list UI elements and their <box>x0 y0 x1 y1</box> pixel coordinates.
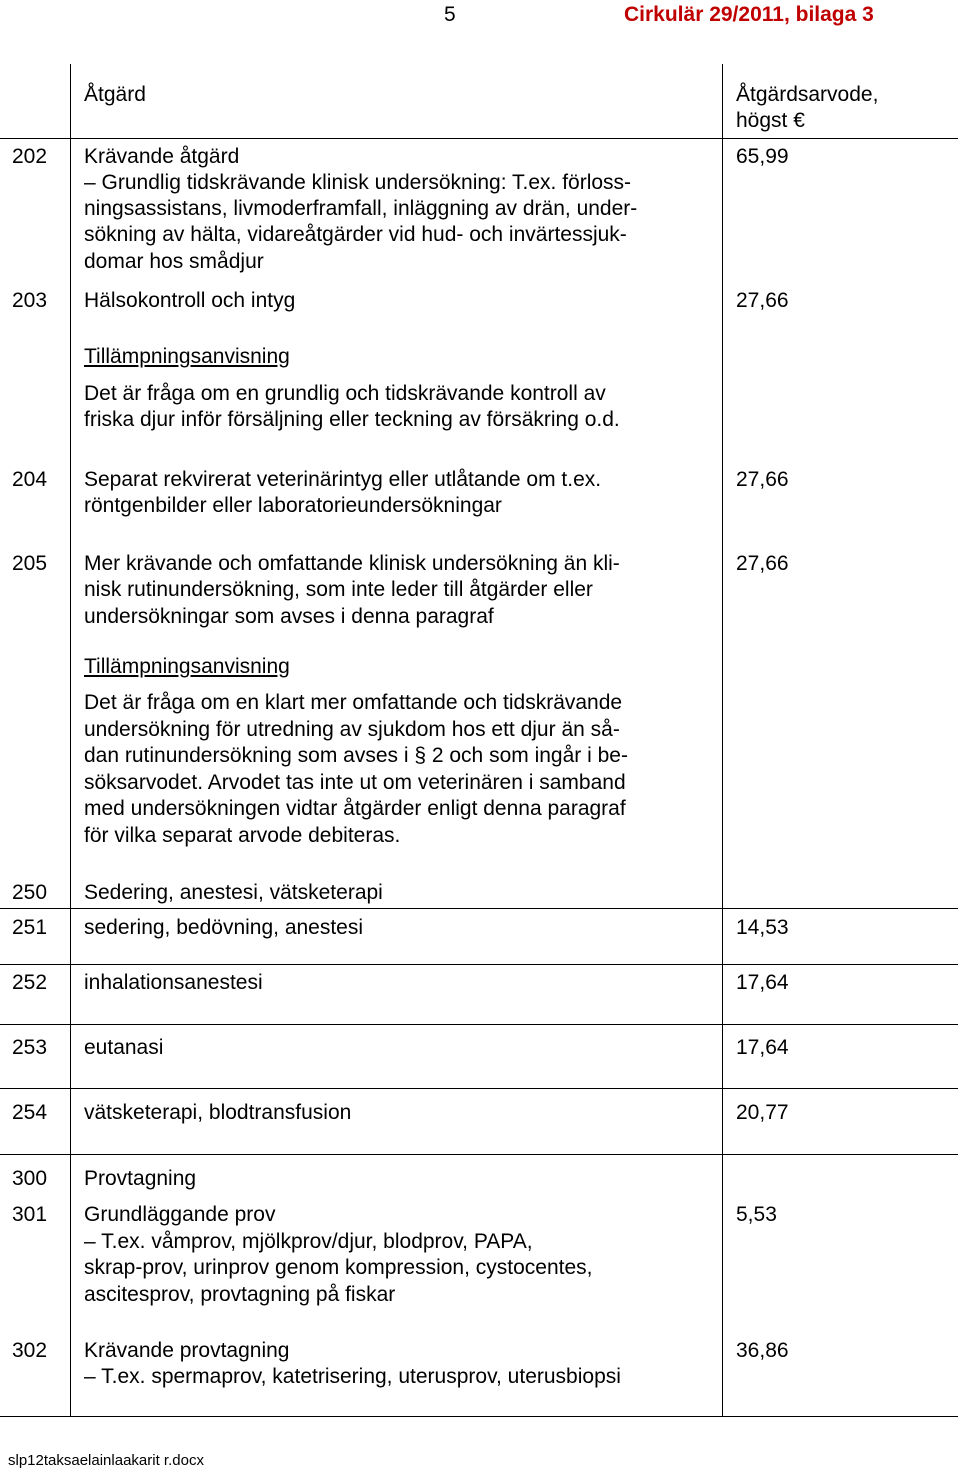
row-text: Hälsokontroll och intyg <box>84 289 296 312</box>
application-note-text: Det är fråga om en grundlig och tidskrävande kontroll av <box>84 382 606 405</box>
application-note-text: friska djur inför försäljning eller teckning av försäkring o.d. <box>84 408 620 431</box>
row-text: nisk rutinundersökning, som inte leder till åtgärder eller <box>84 578 593 601</box>
row-code: 203 <box>12 289 48 312</box>
application-note-text: för vilka separat arvode debiteras. <box>84 824 401 847</box>
column-header-fee-line2: högst € <box>736 109 805 132</box>
row-code: 302 <box>12 1339 48 1362</box>
row-code: 252 <box>12 971 48 994</box>
row-fee: 36,86 <box>736 1339 789 1362</box>
row-fee: 5,53 <box>736 1203 777 1226</box>
row-text: Separat rekvirerat veterinärintyg eller utlåtande om t.ex. <box>84 468 602 491</box>
column-divider-right <box>722 64 723 1416</box>
row-fee: 17,64 <box>736 1036 789 1059</box>
row-text: – T.ex. våmprov, mjölkprov/djur, blodprov, PAPA, <box>84 1230 533 1253</box>
row-code: 254 <box>12 1101 48 1124</box>
row-code: 253 <box>12 1036 48 1059</box>
row-text: eutanasi <box>84 1036 164 1059</box>
row-text: inhalationsanestesi <box>84 971 263 994</box>
section-title: Sedering, anestesi, vätsketerapi <box>84 881 383 904</box>
row-fee: 20,77 <box>736 1101 789 1124</box>
table-bottom <box>0 1416 958 1417</box>
row-code: 202 <box>12 145 48 168</box>
row-code: 204 <box>12 468 48 491</box>
row-text: Mer krävande och omfattande klinisk undersökning än kli- <box>84 552 620 575</box>
row-code: 301 <box>12 1203 48 1226</box>
row-text: Krävande provtagning <box>84 1339 290 1362</box>
row-code: 251 <box>12 916 48 939</box>
row-text: röntgenbilder eller laboratorieundersökningar <box>84 494 502 517</box>
section-title: Provtagning <box>84 1167 197 1190</box>
document-title: Cirkulär 29/2011, bilaga 3 <box>624 3 874 26</box>
row-divider-253 <box>0 1088 958 1089</box>
row-text: sedering, bedövning, anestesi <box>84 916 364 939</box>
row-divider-252 <box>0 1024 958 1025</box>
row-divider-254 <box>0 1154 958 1155</box>
column-header-fee-line1: Åtgärdsarvode, <box>736 83 879 106</box>
application-note-text: dan rutinundersökning som avses i § 2 och som ingår i be- <box>84 744 628 767</box>
page-number: 5 <box>444 3 456 26</box>
row-text: ningsassistans, livmoderframfall, inläggning av drän, under- <box>84 197 638 220</box>
application-note-text: undersökning för utredning av sjukdom hos ett djur än så- <box>84 718 620 741</box>
application-note-text: söksarvodet. Arvodet tas inte ut om veterinären i samband <box>84 771 626 794</box>
row-text: sökning av hälta, vidareåtgärder vid hud- och invärtessjuk- <box>84 223 627 246</box>
section-code: 300 <box>12 1167 48 1190</box>
row-fee: 17,64 <box>736 971 789 994</box>
column-divider-left <box>70 64 71 1416</box>
row-fee: 27,66 <box>736 468 789 491</box>
row-divider-251 <box>0 964 958 965</box>
row-text: undersökningar som avses i denna paragraf <box>84 605 494 628</box>
row-text: skrap-prov, urinprov genom kompression, cystocentes, <box>84 1256 593 1279</box>
row-text: Krävande åtgärd <box>84 145 240 168</box>
row-text: ascitesprov, provtagning på fiskar <box>84 1283 396 1306</box>
section-code: 250 <box>12 881 48 904</box>
footer-filename: slp12taksaelainlaakarit r.docx <box>8 1452 204 1469</box>
row-text: domar hos smådjur <box>84 250 264 273</box>
row-fee: 27,66 <box>736 289 789 312</box>
row-text: Grundläggande prov <box>84 1203 276 1226</box>
row-fee: 14,53 <box>736 916 789 939</box>
column-header-measure: Åtgärd <box>84 83 146 106</box>
application-note-heading: Tillämpningsanvisning <box>84 345 290 368</box>
header-divider <box>0 138 958 139</box>
application-note-heading: Tillämpningsanvisning <box>84 655 290 678</box>
row-code: 205 <box>12 552 48 575</box>
row-text: – Grundlig tidskrävande klinisk undersökning: T.ex. förloss- <box>84 171 632 194</box>
row-fee: 65,99 <box>736 145 789 168</box>
row-text: vätsketerapi, blodtransfusion <box>84 1101 352 1124</box>
section-divider-250 <box>0 908 958 909</box>
row-fee: 27,66 <box>736 552 789 575</box>
row-text: – T.ex. spermaprov, katetrisering, uterusprov, uterusbiopsi <box>84 1365 621 1388</box>
application-note-text: med undersökningen vidtar åtgärder enligt denna paragraf <box>84 797 626 820</box>
application-note-text: Det är fråga om en klart mer omfattande och tidskrävande <box>84 691 623 714</box>
